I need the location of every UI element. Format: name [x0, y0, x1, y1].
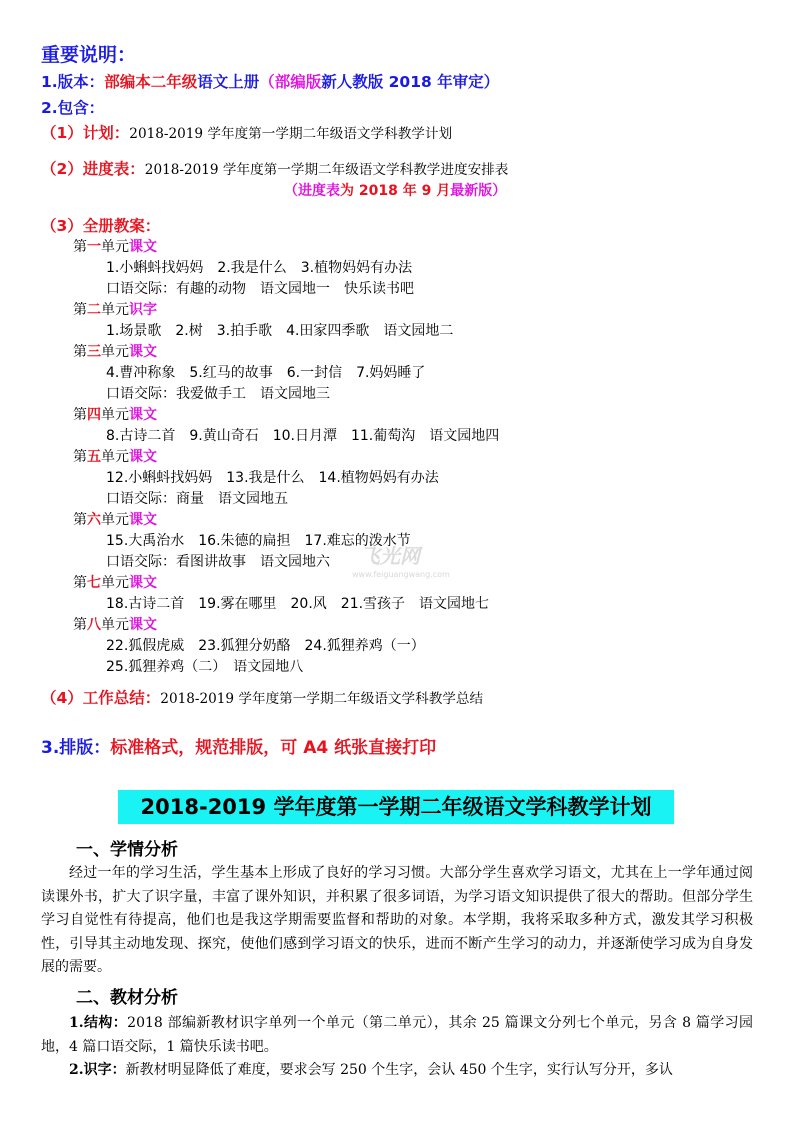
unit-heading-num: 三 [87, 344, 101, 360]
unit-heading-type: 课文 [129, 449, 157, 465]
paragraph-literacy [41, 1059, 753, 1083]
unit-heading-num: 八 [87, 617, 101, 633]
lesson-line: 口语交际：商量 语文园地五 [106, 491, 288, 507]
unit-heading-num: 一 [87, 239, 101, 255]
literacy-text: 新教材明显降低了难度，要求会写 250 个生字，会认 450 个生字，实行认写分开，多认 [125, 1062, 673, 1078]
plan-line [41, 121, 452, 143]
literacy-label: 2.识字： [69, 1062, 126, 1078]
lesson-plans-label: （3）全册教案： [41, 217, 161, 235]
section-heading-2: 二、教材分析 [76, 988, 178, 1008]
unit-heading-post: 单元 [101, 449, 129, 465]
summary-text: 2018-2019 学年度第一学期二年级语文学科教学总结 [160, 691, 484, 707]
lesson-line: 25.狐狸养鸡（二） 语文园地八 [106, 659, 304, 675]
unit-heading [73, 341, 157, 361]
unit-heading-pre: 第 [73, 512, 87, 528]
unit-heading-num: 五 [87, 449, 101, 465]
unit-heading-num: 二 [87, 302, 101, 318]
unit-heading-type: 识字 [129, 302, 157, 318]
unit-heading-num: 六 [87, 512, 101, 528]
version-line [41, 70, 499, 92]
version-book: 语文上册 [197, 73, 260, 91]
unit-heading-post: 单元 [101, 407, 129, 423]
structure-text: 2018 部编新教材识字单列一个单元（第二单元），其余 25 篇课文分列七个单元，另含 8 篇学习园地，4 篇口语交际，1 篇快乐读书吧。 [41, 1015, 753, 1055]
lesson-line: 8.古诗二首 9.黄山奇石 10.日月潭 11.葡萄沟 语文园地四 [106, 428, 500, 444]
unit-heading-post: 单元 [101, 617, 129, 633]
schedule-note-b: 为 2018 年 9 月 [340, 183, 451, 199]
unit-heading-type: 课文 [129, 575, 157, 591]
unit-heading [73, 404, 157, 424]
unit-heading [73, 236, 157, 256]
schedule-text: 2018-2019 学年度第一学期二年级语文学科教学进度安排表 [144, 162, 509, 178]
watermark-logo: 飞光网 [360, 544, 420, 568]
unit-heading-type: 课文 [129, 239, 157, 255]
unit-heading-type: 课文 [129, 617, 157, 633]
structure-label: 1.结构： [69, 1015, 128, 1031]
unit-heading-type: 课文 [129, 344, 157, 360]
schedule-label: （2）进度表： [41, 160, 145, 178]
lesson-line: 12.小蝌蚪找妈妈 13.我是什么 14.植物妈妈有办法 [106, 470, 439, 486]
unit-heading-pre: 第 [73, 239, 87, 255]
lesson-line: 口语交际：我爱做手工 语文园地三 [106, 386, 330, 402]
unit-heading [73, 572, 157, 592]
plan-title: 2018-2019 学年度第一学期二年级语文学科教学计划 [118, 790, 674, 824]
schedule-note-c: 最新版） [450, 183, 507, 199]
unit-heading-pre: 第 [73, 575, 87, 591]
schedule-line [41, 157, 508, 179]
layout-label: 3.排版： [41, 738, 111, 758]
lesson-line: 口语交际：看图讲故事 语文园地六 [106, 554, 330, 570]
unit-heading-num: 七 [87, 575, 101, 591]
plan-label: （1）计划： [41, 124, 130, 142]
plan-text: 2018-2019 学年度第一学期二年级语文学科教学计划 [129, 126, 453, 142]
summary-line [41, 686, 483, 708]
version-edition: 部编本二年级 [104, 73, 198, 91]
notes-title: 重要说明： [41, 44, 137, 66]
schedule-note [284, 180, 506, 200]
unit-heading-post: 单元 [101, 239, 129, 255]
watermark-url: www.feiguangwang.com [352, 570, 450, 579]
lesson-line: 4.曹冲称象 5.红马的故事 6.一封信 7.妈妈睡了 [106, 365, 426, 381]
layout-text: 标准格式，规范排版，可 A4 纸张直接打印 [110, 738, 437, 758]
unit-heading-post: 单元 [101, 575, 129, 591]
unit-heading-post: 单元 [101, 512, 129, 528]
section-heading-1: 一、学情分析 [76, 840, 178, 860]
lesson-line: 1.小蝌蚪找妈妈 2.我是什么 3.植物妈妈有办法 [106, 260, 413, 276]
paragraph-student-analysis: 经过一年的学习生活，学生基本上形成了良好的学习习惯。大部分学生喜欢学习语文，尤其在上一学年通过阅读课外书，扩大了识字量，丰富了课外知识，并积累了很多词语，为学习语文知识提供了很大的帮助。但部分学生学习自觉性有待提高，他们也是我这学期需要监督和帮助的对象。本学期，我将采取多种方式，激发其学习积极性，引导其主动地发现、探究，使他们感到学习语文的快乐，进而不断产生学习的动力，并逐渐使学习成为自身发展的需要。 [41, 865, 753, 976]
lesson-line: 22.狐假虎威 23.狐狸分奶酪 24.狐狸养鸡（一） [106, 638, 425, 654]
unit-heading-num: 四 [87, 407, 101, 423]
contains-label: 2.包含： [41, 99, 105, 117]
version-label: 1.版本： [41, 73, 105, 91]
schedule-note-a: （进度表 [284, 183, 340, 199]
unit-heading-post: 单元 [101, 302, 129, 318]
unit-heading-pre: 第 [73, 617, 87, 633]
unit-heading-type: 课文 [129, 512, 157, 528]
unit-heading [73, 446, 157, 466]
paragraph-structure [41, 1012, 753, 1059]
summary-label: （4）工作总结： [41, 689, 161, 707]
layout-line [41, 733, 436, 758]
unit-heading [73, 614, 157, 634]
lesson-line: 1.场景歌 2.树 3.拍手歌 4.田家四季歌 语文园地二 [106, 323, 454, 339]
unit-heading-type: 课文 [129, 407, 157, 423]
unit-heading-pre: 第 [73, 344, 87, 360]
unit-heading-pre: 第 [73, 449, 87, 465]
version-bubian: （部编版 [259, 73, 322, 91]
lesson-line: 18.古诗二首 19.雾在哪里 20.风 21.雪孩子 语文园地七 [106, 596, 490, 612]
lesson-line: 15.大禹治水 16.朱德的扁担 17.难忘的泼水节 [106, 533, 411, 549]
lesson-line: 口语交际：有趣的动物 语文园地一 快乐读书吧 [106, 281, 414, 297]
unit-heading [73, 509, 157, 529]
unit-heading-pre: 第 [73, 407, 87, 423]
unit-heading-pre: 第 [73, 302, 87, 318]
unit-heading [73, 299, 157, 319]
unit-heading-post: 单元 [101, 344, 129, 360]
version-approval: 新人教版 2018 年审定） [321, 73, 500, 91]
